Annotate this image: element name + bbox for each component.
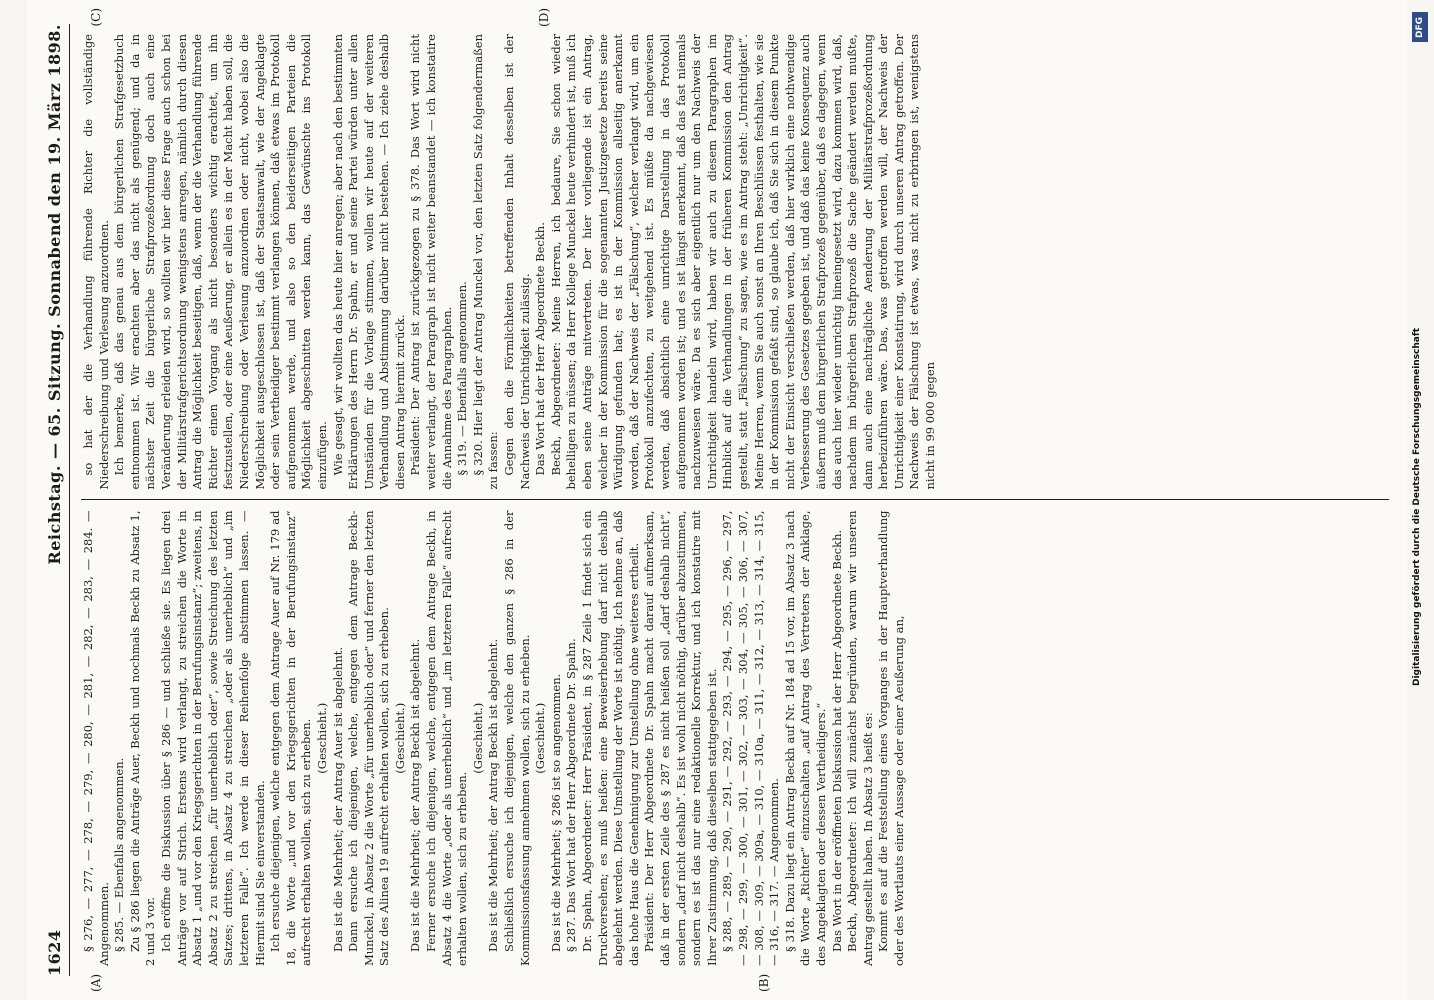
digitization-credit: Digitalisierung gefördert durch die Deutsche Forschungsgemeinschaft: [1412, 327, 1422, 686]
right-paragraph: Präsident: Der Antrag ist zurückgezogen zu § 378. Das Wort wird nicht weiter verlangt, der Paragraph ist nicht weiter beanstandet — ich konstatire die Annahme des Paragraphen.: [408, 34, 454, 490]
left-paragraph: (Geschieht.): [314, 702, 329, 774]
dfg-logo: DFG: [1412, 12, 1428, 42]
left-paragraph: § 285. — Ebenfalls angenommen.: [112, 757, 127, 952]
document-page: [27, 0, 1407, 1000]
left-paragraph: (Geschieht.): [533, 702, 548, 774]
right-paragraph: § 319. — Ebenfalls angenommen.: [455, 281, 470, 476]
left-paragraph: Präsident: Der Herr Abgeordnete Dr. Spahn macht darauf aufmerksam, daß in der ersten Zeile des § 287 es nicht heißen soll „darf deshalb nicht“, sondern „darf nicht deshalb“. Es ist wohl nicht nöthig, darüber abzustimmen, sondern es ist das nur eine redaktionelle Korrektur, und ich konstatire mit Ihrer Zustimmung, daß dieselben stattgegeben ist.: [642, 510, 719, 966]
left-paragraph: Ferner ersuche ich diejenigen, welche, entgegen dem Antrage Beckh, in Absatz 4 die Worte „oder als unerheblich“ und „im letzteren Falle“ aufrecht erhalten wollen, sich zu erheben.: [424, 510, 470, 966]
left-paragraph: Schließlich ersuche ich diejenigen, welche den ganzen § 286 in der Kommissionsfassung annehmen wollen, sich zu erheben.: [502, 510, 532, 966]
left-paragraph: Dr. Spahn, Abgeordneter: Herr Präsident, in § 287 Zeile 1 findet sich ein Druckversehen; es muß heißen: eine Beweiserhebung darf nicht deshalb abgelehnt werden. Diese Umstellung der Worte ist nöthig. Ich nehme an, daß das hohe Haus die Genehmigung zur Umstellung ohne weiteres ertheilt.: [580, 510, 641, 966]
header-rule: [69, 24, 70, 976]
right-paragraph: Gegen den die Förmlichkeiten betreffenden Inhalt desselben ist der Nachweis der Unrichtigkeit zulässig.: [502, 34, 532, 490]
right-paragraph: Beckh, Abgeordneter: Meine Herren, ich bedaure, Sie schon wieder behelligen zu müssen; da Herr Kollege Munckel heute verhindert ist, muß ich eben seine Anträge mitvertreten. Der hier vorliegende ist ein Antrag, welcher in der Kommission für die sogenannten Justizgesetze bereits seine Würdigung gefunden hat; es ist in der Kommission allseitig anerkannt worden, daß der Nachweis der „Fälschung“, welcher verlangt wird, um ein Protokoll anzufechten, zu weitgehend ist. Es müßte da nachgewiesen werden, daß absichtlich eine unrichtige Darstellung in das Protokoll aufgenommen worden ist; und es ist längst anerkannt, daß das fast niemals nachzuweisen wäre. Da es sich aber eigentlich nur um den Nachweis der Unrichtigkeit handeln wird, haben wir auch zu diesem Paragraphen im Hinblick auf die Verhandlungen in der früheren Kommission den Antrag gestellt, statt „Fälschung“ zu sagen, wie es im Antrag steht: „Unrichtigkeit“. Meine Herren, wenn Sie auch sonst an Ihren Beschlüssen festhalten, wie sie in der Kommission gefaßt sind, so glaube ich, daß Sie sich in diesem Punkte nicht der Einsicht verschließen werden, daß hier wirklich eine nothwendige Verbesserung des Gesetzes gegeben ist, und daß das keine Konsequenz auch äußern muß dem bürgerlichen Strafprozeß gegenüber, daß es dagegen, wenn das auch hier wieder unrichtig hineingesetzt wird, dazu kommen wird, daß, nachdem im bürgerlichen Strafprozeß die Sache geändert werden mußte, dann auch eine nachträgliche Aenderung der Militärstrafprozeßordnung herbeizuführen wäre. Das, was getroffen werden will, der Nachweis der Unrichtigkeit einer Konstatirung, wird durch unseren Antrag getroffen. Der Nachweis der Fälschung ist etwas, was nicht zu erbringen ist, wenigstens nicht in 99 000 gegen: [548, 34, 938, 490]
left-paragraph: Das Wort in der eröffneten Diskussion hat der Herr Abgeordnete Beckh.: [829, 529, 844, 952]
left-paragraph: Das ist die Mehrheit; § 286 ist so angenommen.: [548, 673, 563, 952]
dfg-sidebar: [1410, 8, 1430, 992]
right-column: [77, 24, 1393, 500]
left-paragraph: Beckh, Abgeordneter: Ich will zunächst begründen, warum wir unseren Antrag gestellt haben. In Absatz 3 heißt es:: [845, 510, 875, 966]
text-columns: [77, 8, 1393, 992]
left-column: [77, 501, 1393, 977]
right-paragraph: § 320. Hier liegt der Antrag Munckel vor, den letzten Satz folgendermaßen zu fassen:: [470, 34, 501, 490]
left-paragraph: Das ist die Mehrheit; der Antrag Beckh ist abgelehnt.: [408, 638, 423, 952]
margin-marker-b: (B): [757, 973, 771, 992]
left-paragraph: (Geschieht.): [392, 702, 407, 774]
margin-marker-d: (D): [537, 8, 551, 27]
left-paragraph: Ich ersuche diejenigen, welche entgegen dem Antrage Auer auf Nr. 179 ad 18, die Worte „und vor den Kriegsgerichten in der Berufungsinstanz“ aufrecht erhalten wollen, sich zu erheben.: [268, 510, 314, 966]
left-paragraph: Das ist die Mehrheit; der Antrag Beckh ist abgelehnt.: [486, 638, 501, 952]
left-paragraph: Das ist die Mehrheit; der Antrag Auer ist abgelehnt.: [330, 646, 345, 952]
page-header: [41, 24, 67, 976]
right-paragraph: Das Wort hat der Herr Abgeordnete Beckh.: [533, 222, 548, 476]
left-paragraph: Dann ersuche ich diejenigen, welche, entgegen dem Antrage Beckh-Munckel, in Absatz 2 die Worte „für unerheblich oder“ und ferner den letzten Satz des Alinea 19 aufrecht erhalten wollen, sich zu erheben.: [346, 510, 392, 966]
column-divider: [81, 500, 1389, 501]
left-paragraph: Zu § 286 liegen die Anträge Auer, Beckh und nochmals Beckh zu Absatz 1, 2 und 3 vor.: [127, 510, 158, 966]
right-paragraph: Ich bemerke, daß das genau aus dem bürgerlichen Strafgesetzbuch entnommen ist. Wir erachten aber das nicht als genügend; und da in nächster Zeit die bürgerliche Strafprozeßordnung doch auch eine Veränderung erleiden wird, so wollten wir hier diese Frage auch schon bei der Militärstrafgerichtsordnung wenigstens anregen, nämlich durch diesen Antrag die Möglichkeit beseitigen, daß, wenn der die Verhandlung führende Richter einen Vorgang als nicht besonders wichtig erachtet, um ihn festzustellen, oder eine Aeußerung, er allein es in der Macht haben soll, die Niederschreibung oder Verlesung anzuordnen oder nicht, wobei also die Möglichkeit ausgeschlossen ist, daß der Staatsanwalt, wie der Angeklagte oder sein Vertheidiger bestimmt verlangen können, daß etwas im Protokoll aufgenommen werde, und also so den beiderseitigen Parteien die Möglichkeit abgeschnitten werden kann, das Gewünschte ins Protokoll einzufügen.: [112, 34, 329, 490]
left-paragraph: § 318. Dazu liegt ein Antrag Beckh auf Nr. 184 ad 15 vor, im Absatz 3 nach die Worte „Richter“ einzuschalten „auf Antrag des Vertreters der Anklage, des Angeklagten oder dessen Vertheidigers.“: [782, 510, 828, 966]
left-paragraph: (Geschieht.): [470, 702, 485, 774]
left-paragraph: § 287. Das Wort hat der Herr Abgeordnete Dr. Spahn.: [564, 638, 579, 952]
margin-marker-a: (A): [89, 973, 103, 992]
left-paragraph: Ich eröffne die Diskussion über § 286 — und schließe sie. Es liegen drei Anträge vor auf Strich. Erstens wird verlangt, zu streichen die Worte in Absatz 1 „und vor den Kriegsgerichten in der Berufungsinstanz“; zweitens, in Absatz 2 zu streichen „für unerheblich oder“, sowie Streichung des letzten Satzes; drittens, in Absatz 4 zu streichen „oder als unerheblich“ und „im letzteren Falle“. Ich werde in dieser Reihenfolge abstimmen lassen. — Hiermit sind Sie einverstanden.: [158, 510, 267, 966]
left-paragraph: Kommt es auf die Feststellung eines Vorganges in der Hauptverhandlung oder des Wortlauts einer Aussage oder einer Aeußerung an,: [876, 510, 906, 966]
page-number: 1624: [44, 929, 64, 976]
margin-marker-c: (C): [89, 8, 103, 27]
right-paragraph: Wie gesagt, wir wollten das heute hier anregen; aber nach den bestimmten Erklärungen des Herrn Dr. Spahn, er und seine Partei würden unter allen Umständen für die Vorlage stimmen, wollen wir heute auf der weiteren Verhandlung und Abstimmung darüber nicht bestehen. — Ich ziehe deshalb diesen Antrag hiermit zurück.: [330, 34, 407, 490]
left-paragraph: § 288, — 289, — 290, — 291, — 292, — 293, — 294, — 295, — 296, — 297, — 298, — 299, — 300, — 301, — 302, — 303, — 304, — 305, — 306, — 307, — 308, — 309, — 309a, — 310, — 310a, — 311, — 312, — 313, — 314, — 315, — 316, — 317. — Angenommen.: [720, 510, 782, 966]
right-paragraph: so hat der die Verhandlung führende Richter die vollständige Niederschreibung und Verlesung anzuordnen.: [81, 34, 111, 490]
left-paragraph: § 276, — 277, — 278, — 279, — 280, — 281, — 282, — 283, — 284. — Angenommen.: [81, 510, 111, 966]
page-title: Reichstag. — 65. Sitzung. Sonnabend den 19. März 1898.: [44, 24, 64, 565]
